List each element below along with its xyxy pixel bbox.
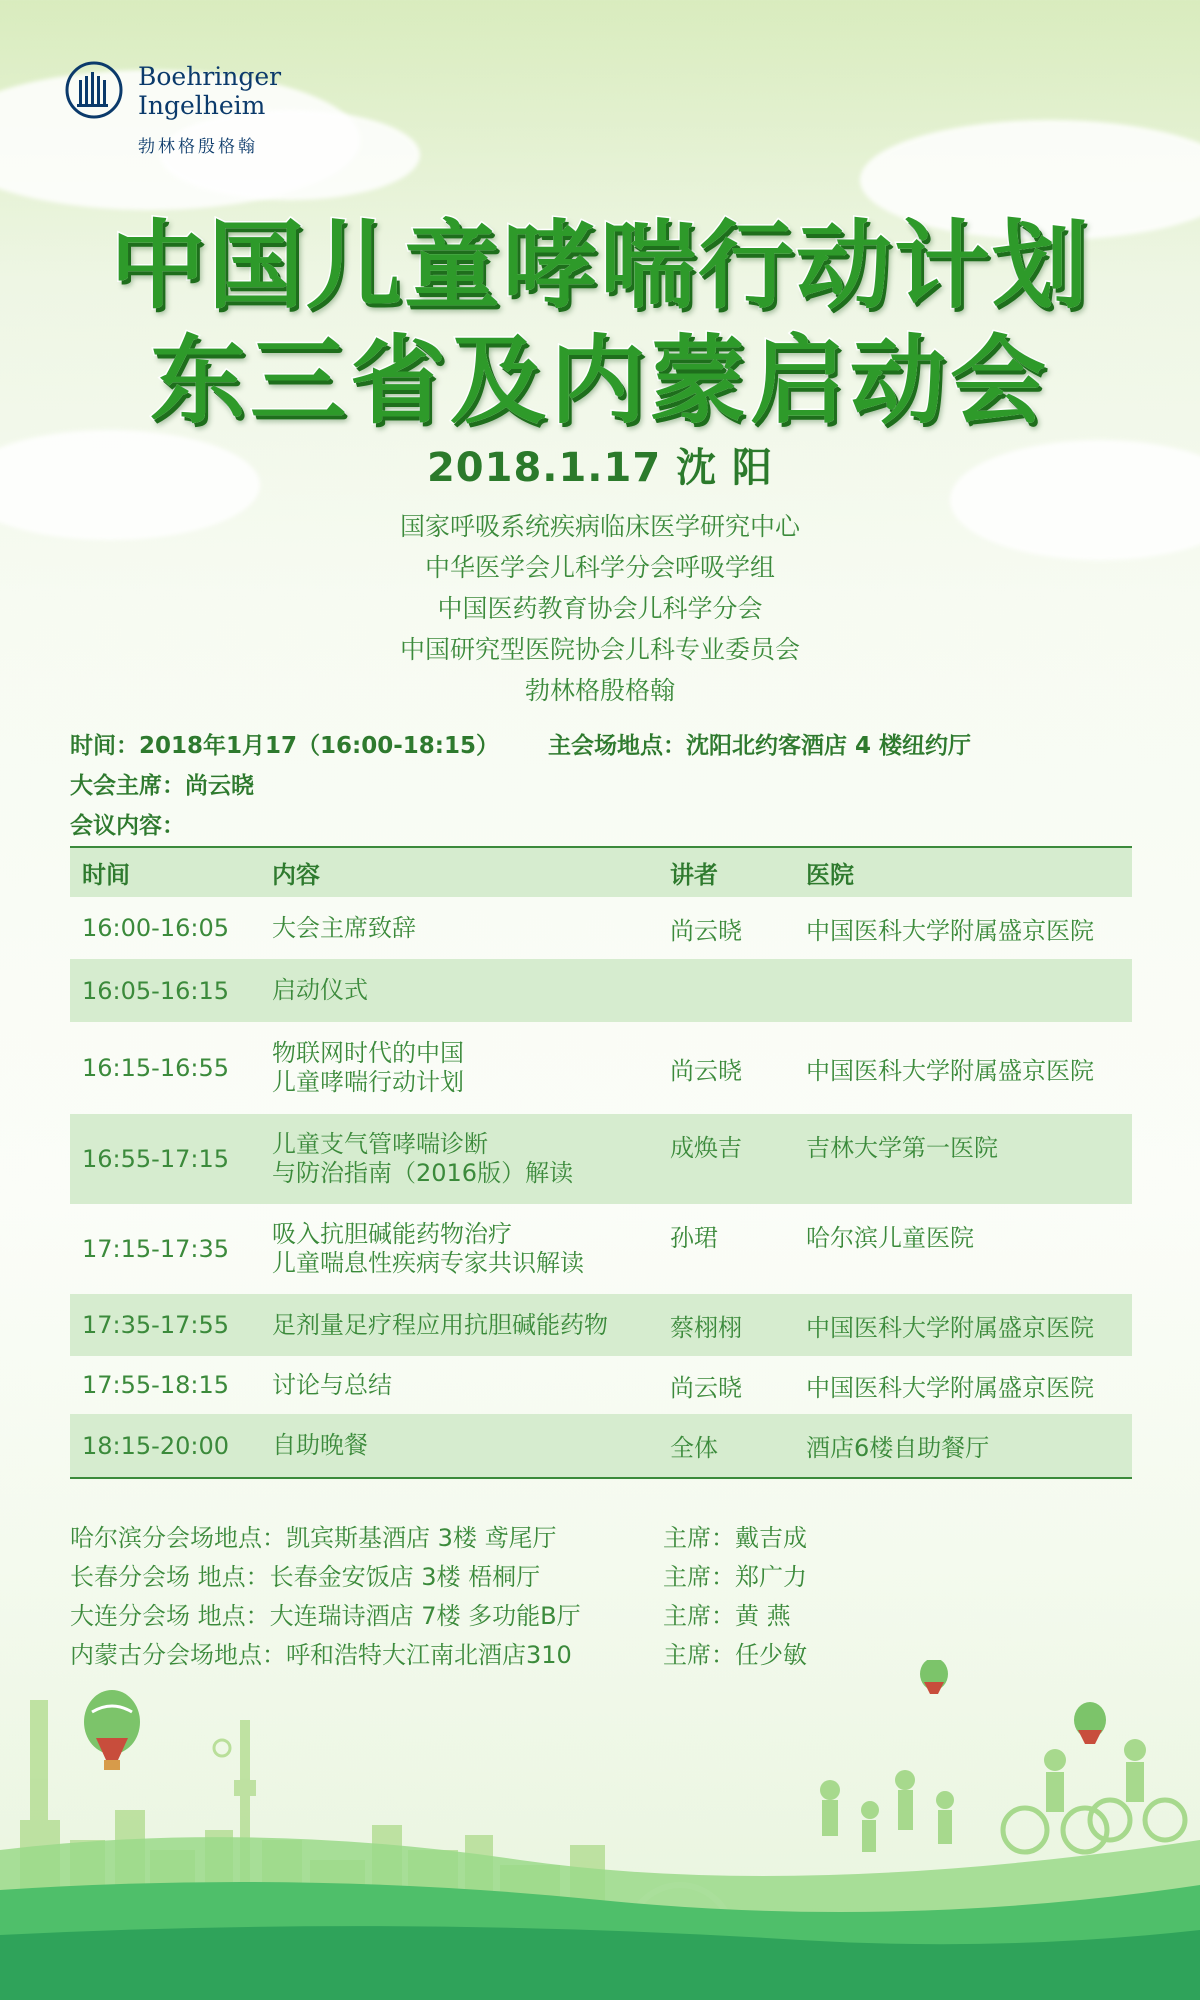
boehringer-logo-icon <box>64 60 124 120</box>
row-time: 16:15-16:55 <box>82 1054 229 1082</box>
row-hospital: 中国医科大学附属盛京医院 <box>806 1056 1094 1085</box>
row-time: 18:15-20:00 <box>70 1414 272 1478</box>
branch-location: 内蒙古分会场地点：呼和浩特大江南北酒店310 <box>70 1641 572 1669</box>
agenda-header-row <box>70 847 1132 897</box>
col-header-speaker: 讲者 <box>670 847 806 897</box>
brand-name <box>138 62 281 120</box>
branch-location: 长春分会场 地点：长春金安饭店 3楼 梧桐厅 <box>70 1563 541 1591</box>
row-hospital: 中国医科大学附属盛京医院 <box>806 916 1094 945</box>
organizer: 国家呼吸系统疾病临床医学研究中心 <box>399 512 800 541</box>
branch-venue <box>70 1596 1170 1630</box>
row-speaker: 孙珺 <box>670 1224 718 1252</box>
row-content-line: 与防治指南（2016版）解读 <box>272 1159 574 1187</box>
row-content-line: 吸入抗胆碱能药物治疗 <box>272 1220 512 1248</box>
branch-chair: 主席：黄 燕 <box>663 1602 791 1630</box>
table-row <box>70 1414 1132 1478</box>
row-time: 17:55-18:15 <box>82 1371 229 1399</box>
row-content-line: 物联网时代的中国 <box>272 1039 464 1067</box>
row-speaker: 蔡栩栩 <box>670 1294 806 1356</box>
col-header-content: 内容 <box>272 847 670 897</box>
row-hospital: 中国医科大学附属盛京医院 <box>806 1373 1094 1402</box>
table-row <box>70 897 1132 959</box>
row-content-line: 大会主席致辞 <box>272 913 416 942</box>
branch-chair: 主席：戴吉成 <box>663 1524 807 1552</box>
row-hospital <box>806 959 1132 1022</box>
row-speaker: 成焕吉 <box>670 1114 806 1204</box>
row-hospital: 吉林大学第一医院 <box>806 1114 1132 1204</box>
brand-name-line1: Boehringer <box>138 62 282 91</box>
agenda-label: 会议内容： <box>70 813 185 839</box>
row-content-line: 足剂量足疗程应用抗胆碱能药物 <box>272 1310 608 1339</box>
main-venue: 主会场地点：沈阳北约客酒店 4 楼纽约厅 <box>548 733 972 759</box>
brand-logo <box>64 56 304 166</box>
row-content-line: 自助晚餐 <box>272 1431 368 1459</box>
row-hospital: 中国医科大学附属盛京医院 <box>806 1294 1132 1356</box>
row-time: 16:05-16:15 <box>70 959 272 1022</box>
city-skyline-illustration <box>0 1660 1200 2000</box>
event-time: 时间：2018年1月17（16:00-18:15） <box>70 733 499 759</box>
agenda-table <box>70 846 1132 1479</box>
row-speaker: 尚云晓 <box>670 916 742 945</box>
row-content-line: 儿童喘息性疾病专家共识解读 <box>272 1249 584 1277</box>
row-speaker: 全体 <box>670 1414 806 1478</box>
row-content <box>272 1356 670 1414</box>
organizer: 中国医药教育协会儿科学分会 <box>437 594 763 623</box>
hot-air-balloon-icon <box>920 1660 948 1694</box>
table-row <box>70 1022 1132 1114</box>
branch-chair: 主席：郑广力 <box>663 1563 807 1591</box>
row-content <box>272 1022 670 1114</box>
row-time: 16:55-17:15 <box>70 1114 272 1204</box>
table-row <box>70 1114 1132 1204</box>
row-content-line: 儿童哮喘行动计划 <box>272 1068 464 1096</box>
row-content <box>272 1114 670 1204</box>
row-content-line: 儿童支气管哮喘诊断 <box>272 1130 488 1158</box>
row-time: 16:00-16:05 <box>82 914 229 942</box>
brand-name-line2: Ingelheim <box>138 91 266 120</box>
branch-location: 哈尔滨分会场地点：凯宾斯基酒店 3楼 鸢尾厅 <box>70 1524 557 1552</box>
branch-venue <box>70 1518 1170 1552</box>
branch-location: 大连分会场 地点：大连瑞诗酒店 7楼 多功能B厅 <box>70 1602 581 1630</box>
row-hospital: 酒店6楼自助餐厅 <box>806 1414 1132 1478</box>
event-chair: 大会主席：尚云晓 <box>70 773 254 799</box>
children-playing-silhouettes <box>820 1739 1185 1852</box>
organizers-list <box>0 506 1200 711</box>
row-speaker: 尚云晓 <box>670 1056 742 1085</box>
branch-venue <box>70 1557 1170 1591</box>
col-header-time: 时间 <box>70 847 272 897</box>
row-speaker: 尚云晓 <box>670 1373 742 1402</box>
hot-air-balloon-icon <box>1074 1702 1106 1744</box>
row-content <box>272 1294 670 1356</box>
table-row <box>70 1356 1132 1414</box>
col-header-hospital: 医院 <box>806 847 1132 897</box>
row-content-line: 讨论与总结 <box>272 1370 392 1399</box>
table-row <box>70 1294 1132 1356</box>
row-content <box>272 1204 670 1294</box>
row-hospital: 哈尔滨儿童医院 <box>806 1224 974 1252</box>
table-row <box>70 1204 1132 1294</box>
hot-air-balloon-icon <box>84 1690 140 1770</box>
main-title-line1: 中国儿童哮喘行动计划 <box>110 210 1090 322</box>
row-speaker <box>670 959 806 1022</box>
organizer: 中国研究型医院协会儿科专业委员会 <box>399 635 800 664</box>
row-content <box>272 1414 670 1478</box>
row-content <box>272 897 670 959</box>
main-title-line2: 东三省及内蒙启动会 <box>150 325 1050 437</box>
organizer: 中华医学会儿科学分会呼吸学组 <box>424 553 775 582</box>
branch-chair: 主席：任少敏 <box>663 1641 807 1669</box>
brand-name-cn: 勃林格殷格翰 <box>138 137 258 157</box>
row-content-line: 启动仪式 <box>272 976 368 1004</box>
row-time: 17:15-17:35 <box>82 1235 229 1263</box>
event-date-place: 2018.1.17 沈 阳 <box>426 445 774 491</box>
row-content <box>272 959 670 1022</box>
table-row <box>70 959 1132 1022</box>
row-time: 17:35-17:55 <box>70 1294 272 1356</box>
sun-icon <box>214 1740 230 1756</box>
organizer: 勃林格殷格翰 <box>524 676 675 705</box>
